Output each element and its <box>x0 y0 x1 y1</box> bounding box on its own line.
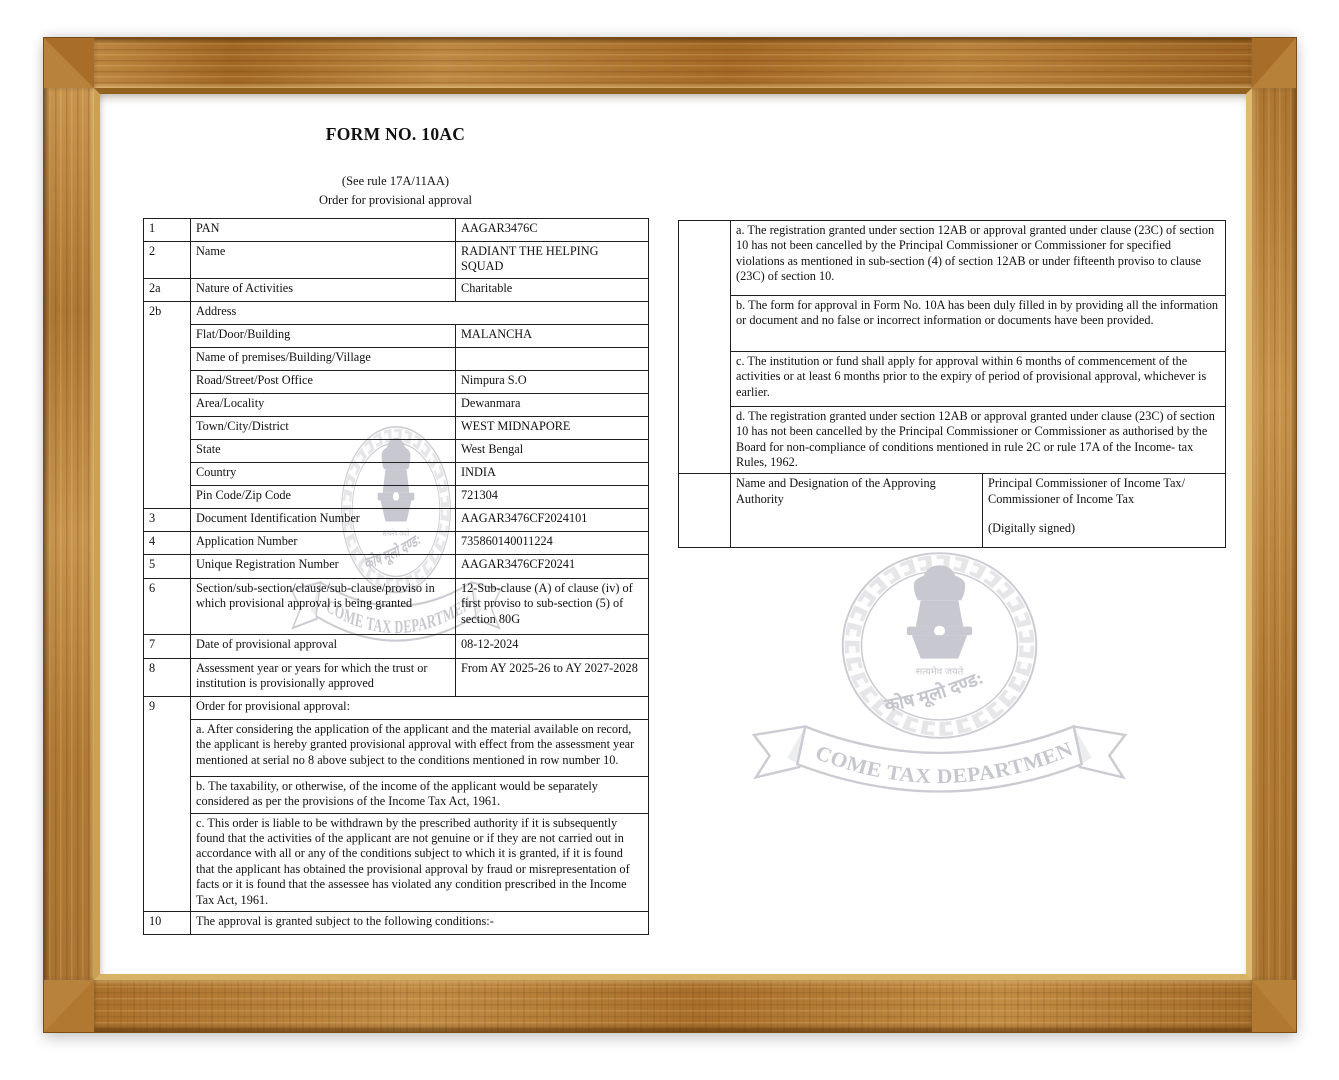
value-cell: AAGAR3476CF2024101 <box>456 509 649 532</box>
value-cell: West Bengal <box>456 440 649 463</box>
label-cell: Name of premises/Building/Village <box>191 348 456 371</box>
label-cell: Pin Code/Zip Code <box>191 486 456 509</box>
income-tax-department-watermark <box>742 540 1137 832</box>
label-cell: PAN <box>191 219 456 242</box>
label-cell: Name <box>191 242 456 279</box>
table-row <box>144 463 649 486</box>
serial-cell: 4 <box>144 532 191 555</box>
table-row <box>144 302 649 325</box>
serial-cell: 1 <box>144 219 191 242</box>
table-row <box>144 242 649 279</box>
table-row <box>144 911 649 934</box>
text-cell: b. The taxability, or otherwise, of the income of the applicant would be separately considered as per the provisions of the Income Tax Act, 1961. <box>191 777 649 814</box>
text-cell: d. The registration granted under section 12AB or approval granted under clause (23C) of section 10 has not been cancelled by the Principal Commissioner or Commissioner as authorised by the Board for non-compliance of conditions mentioned in rule 2C or rule 17A of the Income- tax Rules, 1962. <box>731 407 1226 474</box>
label-cell: Name and Designation of the Approving Authority <box>731 474 983 548</box>
serial-cell: 2a <box>144 279 191 302</box>
table-row <box>144 579 649 635</box>
text-cell: a. The registration granted under section 12AB or approval granted under clause (23C) of section 10 has not been cancelled by the Principal Commissioner or Commissioner for specified violations as mentioned in sub-section (4) of section 12AB or under fifteenth proviso to clause (23C) of section 10. <box>731 221 1226 296</box>
label-cell: Road/Street/Post Office <box>191 371 456 394</box>
table-row <box>144 509 649 532</box>
table-row <box>144 635 649 659</box>
label-cell: Country <box>191 463 456 486</box>
serial-cell: 8 <box>144 659 191 697</box>
label-cell: Application Number <box>191 532 456 555</box>
label-cell: Address <box>191 302 649 325</box>
text-cell: a. After considering the application of the applicant and the material available on record, the applicant is hereby granted provisional approval with effect from the assessment year mentioned at serial no 8 above subject to the conditions mentioned in row number 10. <box>191 720 649 777</box>
label-cell: Date of provisional approval <box>191 635 456 659</box>
form-order-caption: Order for provisional approval <box>318 193 473 207</box>
table-row <box>144 659 649 697</box>
value-cell: 08-12-2024 <box>456 635 649 659</box>
label-cell: Assessment year or years for which the trust or institution is provisionally approved <box>191 659 456 697</box>
table-row <box>144 532 649 555</box>
table-row <box>144 279 649 302</box>
label-cell: Flat/Door/Building <box>191 325 456 348</box>
value-cell: Nimpura S.O <box>456 371 649 394</box>
table-row <box>144 813 649 911</box>
table-row <box>144 417 649 440</box>
value-cell <box>983 474 1226 548</box>
table-row <box>679 296 1226 352</box>
label-cell: Unique Registration Number <box>191 555 456 579</box>
label-cell: Town/City/District <box>191 417 456 440</box>
value-cell: INDIA <box>456 463 649 486</box>
form-document <box>100 94 1246 974</box>
table-row <box>144 394 649 417</box>
table-row <box>144 348 649 371</box>
value-cell: Dewanmara <box>456 394 649 417</box>
table-row <box>144 777 649 814</box>
serial-cell <box>679 474 731 548</box>
label-cell: State <box>191 440 456 463</box>
serial-cell: 10 <box>144 911 191 934</box>
label-cell: Nature of Activities <box>191 279 456 302</box>
value-cell: 721304 <box>456 486 649 509</box>
serial-cell: 7 <box>144 635 191 659</box>
table-row <box>144 720 649 777</box>
form-header <box>143 124 648 208</box>
table-row <box>679 474 1226 548</box>
picture-frame <box>44 38 1296 1032</box>
form-title: FORM NO. 10AC <box>325 124 466 144</box>
value-cell: WEST MIDNAPORE <box>456 417 649 440</box>
table-row <box>144 219 649 242</box>
serial-cell: 3 <box>144 509 191 532</box>
serial-cell: 5 <box>144 555 191 579</box>
serial-cell: 2 <box>144 242 191 279</box>
value-cell: Charitable <box>456 279 649 302</box>
table-row <box>144 371 649 394</box>
text-cell: Order for provisional approval: <box>191 697 649 720</box>
form-rule-reference: (See rule 17A/11AA) <box>341 174 450 188</box>
table-row <box>144 486 649 509</box>
label-cell: Section/sub-section/clause/sub-clause/proviso in which provisional approval is being granted <box>191 579 456 635</box>
text-cell: The approval is granted subject to the following conditions:- <box>191 911 649 934</box>
value-cell: From AY 2025-26 to AY 2027-2028 <box>456 659 649 697</box>
serial-cell: 6 <box>144 579 191 635</box>
label-cell: Area/Locality <box>191 394 456 417</box>
value-cell: RADIANT THE HELPING SQUAD <box>456 242 649 279</box>
conditions-table <box>678 220 1226 548</box>
table-row <box>679 352 1226 407</box>
value-cell: 12-Sub-clause (A) of clause (iv) of first proviso to sub-section (5) of section 80G <box>456 579 649 635</box>
value-cell <box>456 348 649 371</box>
digitally-signed-note: (Digitally signed) <box>988 521 1076 536</box>
value-cell: MALANCHA <box>456 325 649 348</box>
table-row <box>679 221 1226 296</box>
text-cell: c. This order is liable to be withdrawn by the prescribed authority if it is subsequently found that the activities of the applicant are not genuine or if they are not carried out in accordance with all or any of the conditions subject to which it is granted, if it is found that the applicant has obtained the provisional approval by fraud or misrepresentation of facts or it is found that the assessee has violated any condition prescribed in the Income Tax Act, 1961. <box>191 813 649 911</box>
form-details-table <box>143 218 649 935</box>
text-cell: c. The institution or fund shall apply for approval within 6 months of commencement of the activities or at least 6 months prior to the expiry of period of provisional approval, whichever is earlier. <box>731 352 1226 407</box>
serial-cell: 2b <box>144 302 191 509</box>
serial-cell: 9 <box>144 697 191 912</box>
value-cell: AAGAR3476C <box>456 219 649 242</box>
table-row <box>144 555 649 579</box>
label-cell: Document Identification Number <box>191 509 456 532</box>
value-cell: 735860140011224 <box>456 532 649 555</box>
authority-value: Principal Commissioner of Income Tax/ Commissioner of Income Tax <box>988 476 1185 506</box>
table-row <box>679 407 1226 474</box>
value-cell: AAGAR3476CF20241 <box>456 555 649 579</box>
text-cell: b. The form for approval in Form No. 10A has been duly filled in by providing all the information or document and no false or incorrect information or documents have been provided. <box>731 296 1226 352</box>
table-row <box>144 440 649 463</box>
serial-cell <box>679 221 731 474</box>
table-row <box>144 325 649 348</box>
table-row <box>144 697 649 720</box>
